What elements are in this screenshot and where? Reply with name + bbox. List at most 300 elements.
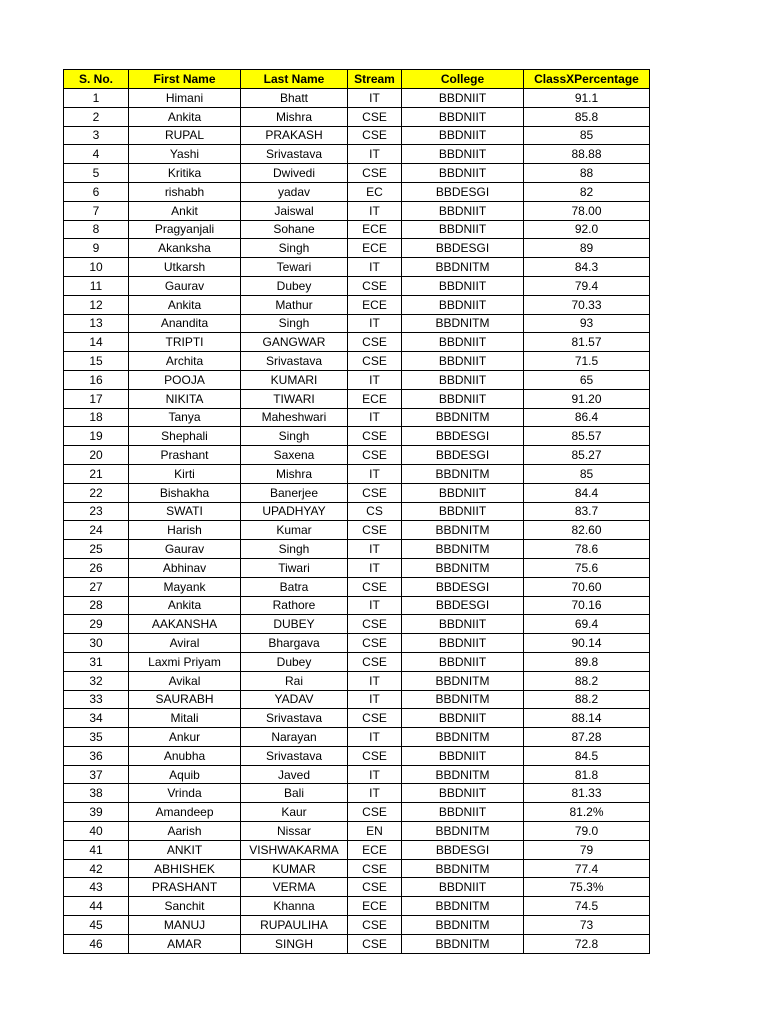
cell-first-name: Amandeep xyxy=(129,803,241,822)
cell-college: BBDNITM xyxy=(402,728,524,747)
cell-college: BBDNIIT xyxy=(402,352,524,371)
cell-first-name: Akanksha xyxy=(129,239,241,258)
cell-first-name: Avikal xyxy=(129,672,241,691)
cell-last-name: Dwivedi xyxy=(241,164,348,183)
cell-last-name: GANGWAR xyxy=(241,333,348,352)
cell-first-name: Vrinda xyxy=(129,784,241,803)
cell-first-name: Aarish xyxy=(129,822,241,841)
cell-stream: IT xyxy=(348,784,402,803)
table-row xyxy=(64,521,650,540)
cell-sno: 30 xyxy=(64,634,129,653)
cell-first-name: Archita xyxy=(129,352,241,371)
cell-first-name: Sanchit xyxy=(129,897,241,916)
cell-percentage: 78.00 xyxy=(524,202,650,221)
table-row xyxy=(64,484,650,503)
cell-last-name: Javed xyxy=(241,766,348,785)
cell-last-name: Mishra xyxy=(241,108,348,127)
cell-stream: CSE xyxy=(348,446,402,465)
table-row xyxy=(64,841,650,860)
table-body xyxy=(64,89,650,954)
cell-first-name: Mitali xyxy=(129,709,241,728)
cell-sno: 23 xyxy=(64,503,129,522)
cell-stream: IT xyxy=(348,672,402,691)
table-row xyxy=(64,89,650,108)
cell-first-name: Gaurav xyxy=(129,540,241,559)
table-row xyxy=(64,784,650,803)
cell-first-name: SAURABH xyxy=(129,691,241,710)
cell-first-name: Anubha xyxy=(129,747,241,766)
cell-stream: IT xyxy=(348,691,402,710)
cell-stream: IT xyxy=(348,315,402,334)
table-row xyxy=(64,728,650,747)
cell-sno: 46 xyxy=(64,935,129,954)
cell-sno: 20 xyxy=(64,446,129,465)
cell-first-name: POOJA xyxy=(129,371,241,390)
table-row xyxy=(64,597,650,616)
cell-stream: IT xyxy=(348,597,402,616)
cell-sno: 6 xyxy=(64,183,129,202)
cell-percentage: 84.4 xyxy=(524,484,650,503)
cell-last-name: Dubey xyxy=(241,277,348,296)
cell-last-name: KUMAR xyxy=(241,860,348,879)
cell-stream: CSE xyxy=(348,709,402,728)
cell-last-name: Bhargava xyxy=(241,634,348,653)
cell-percentage: 86.4 xyxy=(524,409,650,428)
cell-first-name: Ankit xyxy=(129,202,241,221)
cell-first-name: Ankita xyxy=(129,296,241,315)
cell-last-name: Tewari xyxy=(241,258,348,277)
cell-college: BBDESGI xyxy=(402,239,524,258)
cell-last-name: Singh xyxy=(241,427,348,446)
cell-first-name: TRIPTI xyxy=(129,333,241,352)
cell-sno: 4 xyxy=(64,145,129,164)
cell-percentage: 85 xyxy=(524,465,650,484)
cell-last-name: VERMA xyxy=(241,878,348,897)
cell-college: BBDNIIT xyxy=(402,747,524,766)
table-row xyxy=(64,709,650,728)
cell-first-name: Anandita xyxy=(129,315,241,334)
cell-college: BBDNITM xyxy=(402,916,524,935)
cell-stream: CSE xyxy=(348,916,402,935)
cell-last-name: SINGH xyxy=(241,935,348,954)
table-row xyxy=(64,108,650,127)
table-row xyxy=(64,239,650,258)
cell-first-name: AAKANSHA xyxy=(129,615,241,634)
cell-college: BBDNITM xyxy=(402,409,524,428)
cell-first-name: Gaurav xyxy=(129,277,241,296)
cell-college: BBDNIIT xyxy=(402,89,524,108)
table-row xyxy=(64,634,650,653)
table-row xyxy=(64,766,650,785)
table-row xyxy=(64,578,650,597)
cell-last-name: YADAV xyxy=(241,691,348,710)
cell-first-name: Harish xyxy=(129,521,241,540)
cell-percentage: 85.57 xyxy=(524,427,650,446)
cell-stream: CSE xyxy=(348,653,402,672)
cell-college: BBDNIIT xyxy=(402,653,524,672)
cell-sno: 22 xyxy=(64,484,129,503)
table-row xyxy=(64,503,650,522)
cell-last-name: Dubey xyxy=(241,653,348,672)
table-row xyxy=(64,916,650,935)
cell-stream: CSE xyxy=(348,578,402,597)
cell-college: BBDNIIT xyxy=(402,784,524,803)
cell-sno: 44 xyxy=(64,897,129,916)
cell-sno: 1 xyxy=(64,89,129,108)
cell-percentage: 70.60 xyxy=(524,578,650,597)
cell-percentage: 70.16 xyxy=(524,597,650,616)
cell-percentage: 69.4 xyxy=(524,615,650,634)
cell-college: BBDNITM xyxy=(402,672,524,691)
cell-stream: ECE xyxy=(348,221,402,240)
cell-sno: 12 xyxy=(64,296,129,315)
cell-stream: ECE xyxy=(348,296,402,315)
cell-college: BBDNIIT xyxy=(402,484,524,503)
cell-sno: 31 xyxy=(64,653,129,672)
table-row xyxy=(64,258,650,277)
cell-stream: CSE xyxy=(348,108,402,127)
cell-last-name: Tiwari xyxy=(241,559,348,578)
cell-sno: 37 xyxy=(64,766,129,785)
cell-stream: CSE xyxy=(348,935,402,954)
header-first-name: First Name xyxy=(129,70,241,89)
cell-college: BBDNIIT xyxy=(402,371,524,390)
cell-stream: IT xyxy=(348,465,402,484)
cell-sno: 17 xyxy=(64,390,129,409)
cell-percentage: 79.0 xyxy=(524,822,650,841)
cell-sno: 8 xyxy=(64,221,129,240)
cell-stream: IT xyxy=(348,728,402,747)
cell-sno: 41 xyxy=(64,841,129,860)
table-row xyxy=(64,221,650,240)
cell-stream: CSE xyxy=(348,803,402,822)
table-row xyxy=(64,878,650,897)
cell-stream: CSE xyxy=(348,878,402,897)
cell-last-name: Mishra xyxy=(241,465,348,484)
table-row xyxy=(64,860,650,879)
student-table xyxy=(63,69,650,954)
cell-percentage: 81.33 xyxy=(524,784,650,803)
cell-last-name: RUPAULIHA xyxy=(241,916,348,935)
cell-stream: CSE xyxy=(348,747,402,766)
cell-percentage: 75.6 xyxy=(524,559,650,578)
cell-first-name: Tanya xyxy=(129,409,241,428)
cell-percentage: 92.0 xyxy=(524,221,650,240)
table-row xyxy=(64,127,650,146)
cell-sno: 2 xyxy=(64,108,129,127)
cell-last-name: TIWARI xyxy=(241,390,348,409)
cell-sno: 14 xyxy=(64,333,129,352)
cell-last-name: Mathur xyxy=(241,296,348,315)
cell-sno: 27 xyxy=(64,578,129,597)
table-row xyxy=(64,427,650,446)
cell-last-name: Sohane xyxy=(241,221,348,240)
cell-last-name: UPADHYAY xyxy=(241,503,348,522)
cell-last-name: Jaiswal xyxy=(241,202,348,221)
cell-college: BBDNIIT xyxy=(402,127,524,146)
cell-college: BBDESGI xyxy=(402,597,524,616)
cell-last-name: Srivastava xyxy=(241,747,348,766)
cell-percentage: 87.28 xyxy=(524,728,650,747)
cell-percentage: 65 xyxy=(524,371,650,390)
header-sno: S. No. xyxy=(64,70,129,89)
table-row xyxy=(64,822,650,841)
table-row xyxy=(64,803,650,822)
cell-college: BBDNITM xyxy=(402,521,524,540)
cell-first-name: ANKIT xyxy=(129,841,241,860)
cell-sno: 43 xyxy=(64,878,129,897)
cell-first-name: AMAR xyxy=(129,935,241,954)
cell-sno: 16 xyxy=(64,371,129,390)
header-percentage: ClassXPercentage xyxy=(524,70,650,89)
table-row xyxy=(64,446,650,465)
cell-sno: 42 xyxy=(64,860,129,879)
cell-stream: IT xyxy=(348,559,402,578)
cell-college: BBDNITM xyxy=(402,897,524,916)
cell-first-name: Utkarsh xyxy=(129,258,241,277)
table-row xyxy=(64,465,650,484)
cell-last-name: Kumar xyxy=(241,521,348,540)
cell-sno: 45 xyxy=(64,916,129,935)
cell-college: BBDNITM xyxy=(402,935,524,954)
cell-last-name: Srivastava xyxy=(241,352,348,371)
cell-percentage: 88 xyxy=(524,164,650,183)
cell-sno: 10 xyxy=(64,258,129,277)
cell-sno: 7 xyxy=(64,202,129,221)
cell-stream: IT xyxy=(348,258,402,277)
cell-college: BBDNIIT xyxy=(402,615,524,634)
cell-percentage: 84.3 xyxy=(524,258,650,277)
table-row xyxy=(64,540,650,559)
cell-college: BBDNIIT xyxy=(402,803,524,822)
cell-percentage: 79 xyxy=(524,841,650,860)
cell-last-name: Banerjee xyxy=(241,484,348,503)
cell-college: BBDNITM xyxy=(402,258,524,277)
cell-stream: CSE xyxy=(348,333,402,352)
cell-stream: EC xyxy=(348,183,402,202)
cell-last-name: Saxena xyxy=(241,446,348,465)
cell-first-name: RUPAL xyxy=(129,127,241,146)
cell-first-name: Ankita xyxy=(129,597,241,616)
cell-college: BBDESGI xyxy=(402,446,524,465)
cell-college: BBDNITM xyxy=(402,822,524,841)
cell-college: BBDNIIT xyxy=(402,296,524,315)
cell-college: BBDNIIT xyxy=(402,878,524,897)
cell-stream: CSE xyxy=(348,521,402,540)
cell-stream: ECE xyxy=(348,897,402,916)
table-row xyxy=(64,409,650,428)
cell-sno: 9 xyxy=(64,239,129,258)
cell-college: BBDNIIT xyxy=(402,202,524,221)
cell-first-name: Bishakha xyxy=(129,484,241,503)
cell-sno: 15 xyxy=(64,352,129,371)
cell-college: BBDNIIT xyxy=(402,390,524,409)
cell-college: BBDNIIT xyxy=(402,221,524,240)
table-row xyxy=(64,202,650,221)
cell-last-name: DUBEY xyxy=(241,615,348,634)
cell-sno: 34 xyxy=(64,709,129,728)
cell-stream: CSE xyxy=(348,860,402,879)
cell-percentage: 88.2 xyxy=(524,672,650,691)
cell-stream: CSE xyxy=(348,164,402,183)
cell-first-name: Prashant xyxy=(129,446,241,465)
cell-sno: 38 xyxy=(64,784,129,803)
table-row xyxy=(64,371,650,390)
cell-last-name: Nissar xyxy=(241,822,348,841)
cell-last-name: Singh xyxy=(241,239,348,258)
cell-college: BBDNIIT xyxy=(402,503,524,522)
cell-sno: 28 xyxy=(64,597,129,616)
cell-college: BBDESGI xyxy=(402,427,524,446)
cell-sno: 11 xyxy=(64,277,129,296)
cell-sno: 39 xyxy=(64,803,129,822)
cell-percentage: 88.14 xyxy=(524,709,650,728)
cell-stream: IT xyxy=(348,202,402,221)
cell-last-name: Narayan xyxy=(241,728,348,747)
cell-percentage: 89.8 xyxy=(524,653,650,672)
cell-college: BBDNITM xyxy=(402,559,524,578)
cell-last-name: Maheshwari xyxy=(241,409,348,428)
cell-stream: CSE xyxy=(348,127,402,146)
cell-last-name: yadav xyxy=(241,183,348,202)
cell-stream: IT xyxy=(348,89,402,108)
cell-percentage: 93 xyxy=(524,315,650,334)
cell-percentage: 82.60 xyxy=(524,521,650,540)
cell-last-name: Bali xyxy=(241,784,348,803)
cell-percentage: 82 xyxy=(524,183,650,202)
table-row xyxy=(64,935,650,954)
cell-college: BBDNIIT xyxy=(402,634,524,653)
cell-sno: 21 xyxy=(64,465,129,484)
cell-college: BBDNIIT xyxy=(402,709,524,728)
cell-stream: ECE xyxy=(348,239,402,258)
cell-last-name: Kaur xyxy=(241,803,348,822)
table-row xyxy=(64,352,650,371)
cell-first-name: Ankur xyxy=(129,728,241,747)
cell-college: BBDNITM xyxy=(402,766,524,785)
cell-stream: IT xyxy=(348,371,402,390)
cell-first-name: Kirti xyxy=(129,465,241,484)
cell-percentage: 74.5 xyxy=(524,897,650,916)
cell-percentage: 83.7 xyxy=(524,503,650,522)
cell-first-name: Kritika xyxy=(129,164,241,183)
cell-stream: IT xyxy=(348,145,402,164)
cell-sno: 33 xyxy=(64,691,129,710)
cell-percentage: 88.88 xyxy=(524,145,650,164)
cell-stream: IT xyxy=(348,409,402,428)
cell-college: BBDESGI xyxy=(402,183,524,202)
table-row xyxy=(64,333,650,352)
cell-stream: CSE xyxy=(348,615,402,634)
table-row xyxy=(64,164,650,183)
cell-stream: IT xyxy=(348,766,402,785)
cell-first-name: NIKITA xyxy=(129,390,241,409)
table-row xyxy=(64,672,650,691)
cell-first-name: Aquib xyxy=(129,766,241,785)
cell-first-name: SWATI xyxy=(129,503,241,522)
cell-college: BBDNITM xyxy=(402,540,524,559)
cell-last-name: Singh xyxy=(241,315,348,334)
cell-college: BBDNIIT xyxy=(402,333,524,352)
cell-first-name: Shephali xyxy=(129,427,241,446)
cell-college: BBDESGI xyxy=(402,841,524,860)
table-row xyxy=(64,747,650,766)
cell-sno: 18 xyxy=(64,409,129,428)
cell-percentage: 81.57 xyxy=(524,333,650,352)
cell-college: BBDNITM xyxy=(402,465,524,484)
cell-percentage: 81.2% xyxy=(524,803,650,822)
cell-stream: CS xyxy=(348,503,402,522)
cell-stream: IT xyxy=(348,540,402,559)
cell-first-name: Yashi xyxy=(129,145,241,164)
cell-last-name: Rathore xyxy=(241,597,348,616)
cell-stream: EN xyxy=(348,822,402,841)
cell-college: BBDNIIT xyxy=(402,145,524,164)
cell-percentage: 89 xyxy=(524,239,650,258)
cell-first-name: Ankita xyxy=(129,108,241,127)
cell-last-name: PRAKASH xyxy=(241,127,348,146)
cell-last-name: Khanna xyxy=(241,897,348,916)
cell-sno: 13 xyxy=(64,315,129,334)
cell-sno: 25 xyxy=(64,540,129,559)
cell-last-name: Batra xyxy=(241,578,348,597)
cell-college: BBDNIIT xyxy=(402,277,524,296)
table-row xyxy=(64,691,650,710)
cell-sno: 40 xyxy=(64,822,129,841)
cell-last-name: Singh xyxy=(241,540,348,559)
table-row xyxy=(64,559,650,578)
cell-sno: 29 xyxy=(64,615,129,634)
cell-percentage: 85.27 xyxy=(524,446,650,465)
cell-percentage: 81.8 xyxy=(524,766,650,785)
cell-percentage: 77.4 xyxy=(524,860,650,879)
cell-sno: 24 xyxy=(64,521,129,540)
cell-sno: 3 xyxy=(64,127,129,146)
cell-last-name: Srivastava xyxy=(241,145,348,164)
cell-percentage: 91.20 xyxy=(524,390,650,409)
cell-first-name: rishabh xyxy=(129,183,241,202)
cell-percentage: 71.5 xyxy=(524,352,650,371)
cell-sno: 35 xyxy=(64,728,129,747)
table-row xyxy=(64,653,650,672)
cell-stream: CSE xyxy=(348,634,402,653)
cell-percentage: 78.6 xyxy=(524,540,650,559)
table-row xyxy=(64,390,650,409)
table-row xyxy=(64,897,650,916)
cell-percentage: 70.33 xyxy=(524,296,650,315)
cell-sno: 19 xyxy=(64,427,129,446)
cell-first-name: Himani xyxy=(129,89,241,108)
cell-percentage: 84.5 xyxy=(524,747,650,766)
cell-last-name: KUMARI xyxy=(241,371,348,390)
table-row xyxy=(64,615,650,634)
table-row xyxy=(64,145,650,164)
table-header-row xyxy=(64,70,650,89)
cell-first-name: Pragyanjali xyxy=(129,221,241,240)
cell-last-name: Srivastava xyxy=(241,709,348,728)
cell-percentage: 85.8 xyxy=(524,108,650,127)
cell-sno: 5 xyxy=(64,164,129,183)
cell-first-name: Mayank xyxy=(129,578,241,597)
cell-sno: 26 xyxy=(64,559,129,578)
header-last-name: Last Name xyxy=(241,70,348,89)
cell-stream: CSE xyxy=(348,352,402,371)
cell-percentage: 73 xyxy=(524,916,650,935)
cell-stream: ECE xyxy=(348,841,402,860)
header-stream: Stream xyxy=(348,70,402,89)
cell-percentage: 90.14 xyxy=(524,634,650,653)
cell-first-name: Laxmi Priyam xyxy=(129,653,241,672)
